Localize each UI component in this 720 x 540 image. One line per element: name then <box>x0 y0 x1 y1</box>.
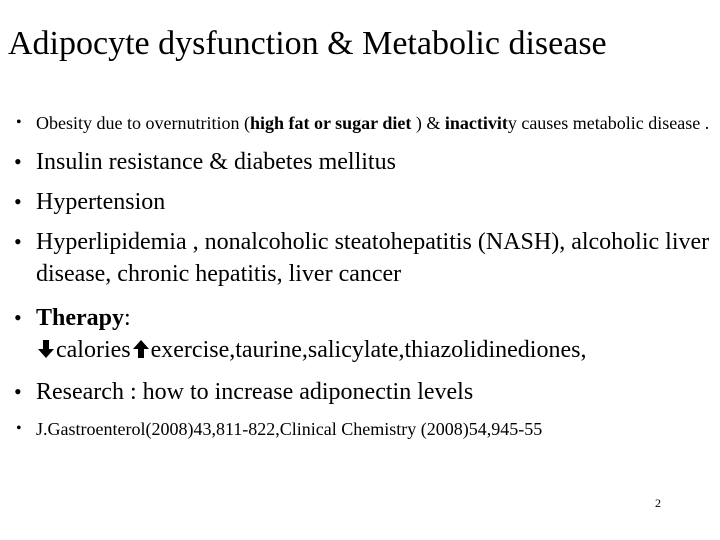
arrow-up-icon <box>132 336 150 368</box>
bullet-text: Hypertension <box>36 189 166 215</box>
bullet-hypertension <box>14 186 714 218</box>
bullet-marker: • <box>14 229 22 254</box>
bullet-research <box>14 376 714 408</box>
bullet-marker: • <box>14 379 22 404</box>
bullet-hyperlipidemia <box>14 226 714 290</box>
bold-text-therapy: Therapy <box>36 305 125 331</box>
bullet-obesity <box>14 110 714 136</box>
bullet-text: Hyperlipidemia , nonalcoholic steatohepatitis (NASH), alcoholic liver disease, chronic hepatitis, liver cancer <box>36 229 710 287</box>
bold-text-diet: high fat or sugar diet <box>249 113 412 133</box>
bullet-text <box>36 113 709 133</box>
bullet-text-part: y causes metabolic disease . <box>507 113 710 133</box>
slide-title: Adipocyte dysfunction & Metabolic disease <box>8 25 607 62</box>
bullet-marker: • <box>14 189 22 214</box>
arrow-down-icon <box>37 336 55 368</box>
bold-text-inactivity: inactivit <box>444 113 508 133</box>
colon: : <box>124 305 131 331</box>
page-number: 2 <box>655 496 661 510</box>
bullet-marker: • <box>14 305 22 330</box>
bullet-text: Research : how to increase adiponectin levels <box>36 379 474 405</box>
bullet-text-part: ) & <box>411 113 445 133</box>
bullet-marker: • <box>16 114 22 131</box>
therapy-down-item: calories <box>56 337 131 363</box>
bullet-therapy <box>14 302 714 368</box>
bullet-list <box>14 110 714 442</box>
bullet-marker: • <box>16 420 22 437</box>
bullet-text: J.Gastroenterol(2008)43,811-822,Clinical Chemistry (2008)54,945-55 <box>36 419 543 439</box>
bullet-insulin-resistance <box>14 146 714 178</box>
bullet-text: Insulin resistance & diabetes mellitus <box>36 149 396 175</box>
bullet-references <box>14 416 714 442</box>
therapy-up-items: exercise,taurine,salicylate,thiazolidinediones, <box>150 337 587 363</box>
bullet-text <box>36 305 586 363</box>
bullet-text-part: Obesity due to overnutrition ( <box>36 113 250 133</box>
bullet-marker: • <box>14 149 22 174</box>
